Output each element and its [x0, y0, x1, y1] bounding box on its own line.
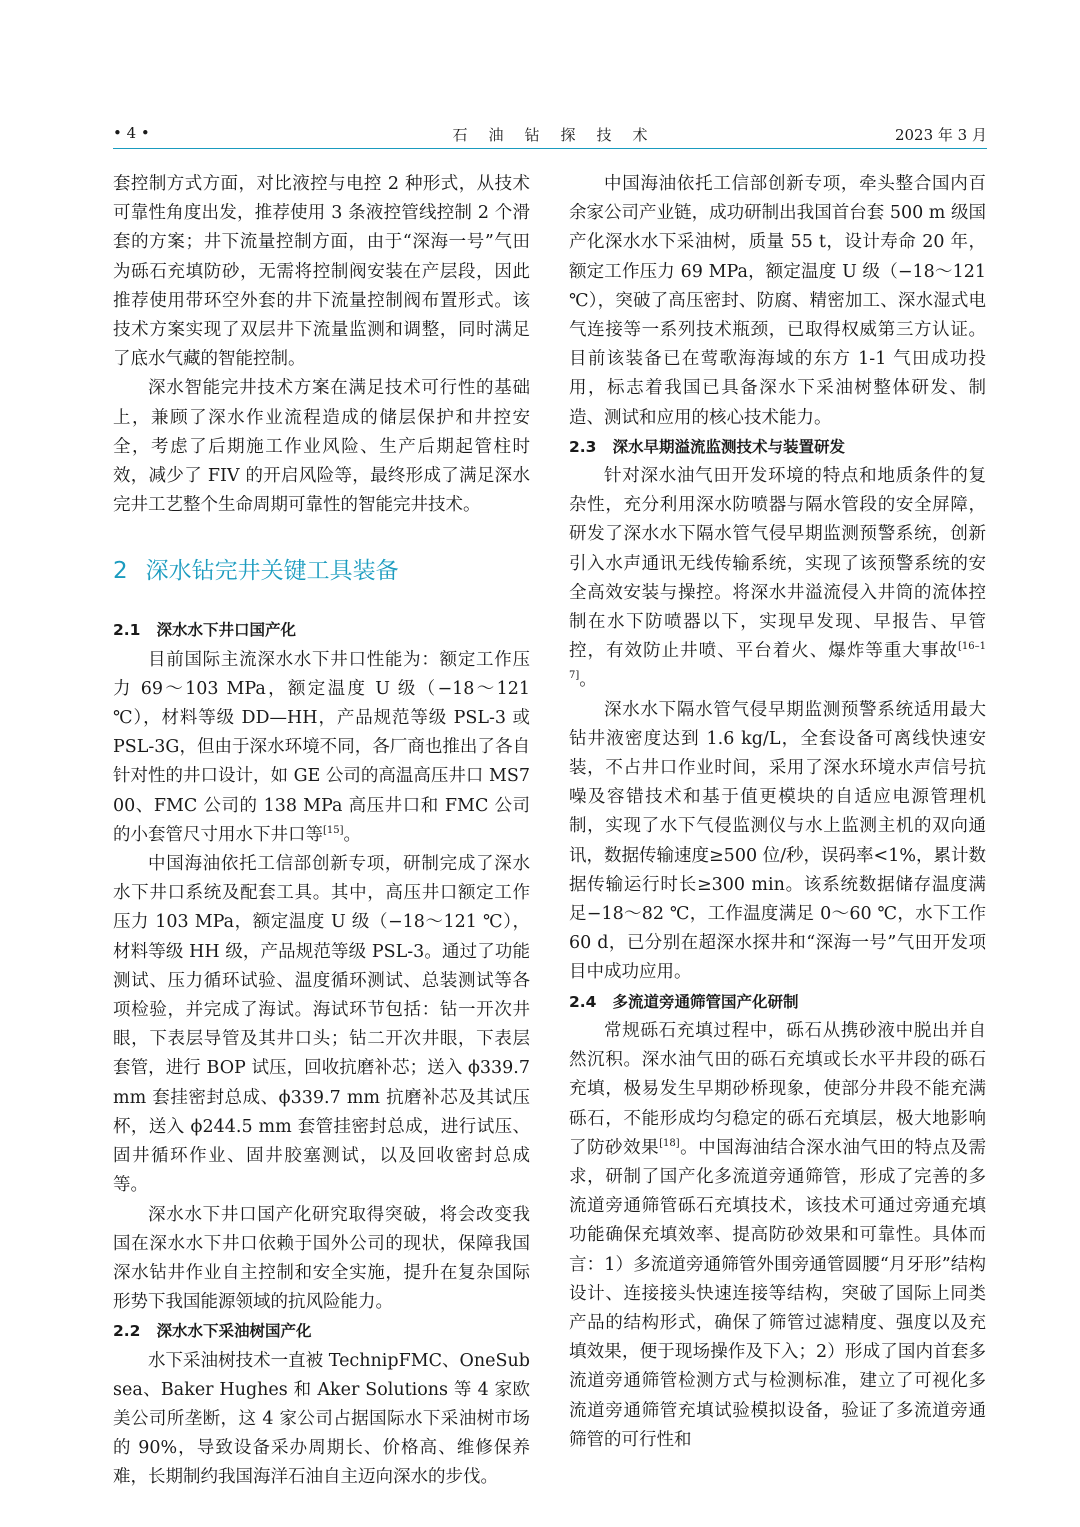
subsection-number: 2.2: [113, 1322, 141, 1341]
left-column: [113, 170, 530, 1493]
paragraph-text: 常规砾石充填过程中，砾石从携砂液中脱出并自然沉积。深水油气田的砾石充填或长水平井段的砾石充填，极易发生早期砂桥现象，使部分井段不能充满砾石，不能形成均匀稳定的砾石充填层，极大地影响了防砂效果: [569, 1020, 986, 1158]
paragraph: [113, 646, 530, 850]
paragraph: 深水水下井口国产化研究取得突破，将会改变我国在深水水下井口依赖于国外公司的现状，保障我国深水钻井作业自主控制和安全实施，提升在复杂国际形势下我国能源领域的抗风险能力。: [113, 1204, 530, 1313]
paragraph-end: 。: [343, 824, 362, 845]
citation: [16–17]: [569, 641, 986, 682]
subsection-number: 2.1: [113, 621, 141, 640]
subsection-heading: [569, 988, 986, 1017]
subsection-heading: [569, 433, 986, 462]
paragraph: 水下采油树技术一直被 TechnipFMC、OneSubsea、Baker Hughes 和 Aker Solutions 等 4 家欧美公司所垄断，这 4 家公司占据国际水下采油树市场的 90%，导致设备采办周期长、价格高、维修保养难，长期制约我国海洋石油自主迈向深水的步伐。: [113, 1350, 530, 1488]
paragraph: [569, 462, 986, 696]
section-number: 2: [113, 558, 128, 585]
subsection-title: 深水水下采油树国产化: [156, 1322, 312, 1341]
subsection-heading: [113, 1317, 530, 1346]
subsection-title: 深水早期溢流监测技术与装置研发: [612, 437, 845, 456]
paragraph: 中国海油依托工信部创新专项，牵头整合国内百余家公司产业链，成功研制出我国首台套 500 m 级国产化深水水下采油树，质量 55 t，设计寿命 20 年，额定工作压力 69 MPa，额定温度 U 级（−18～121 ℃），突破了高压密封、防腐、精密加工、深水湿式电气连接等一系列技术瓶颈，已取得权威第三方认证。目前该装备已在莺歌海海域的东方 1-1 气田成功投用，标志着我国已具备深水下采油树整体研发、制造、测试和应用的核心技术能力。: [569, 174, 986, 428]
paragraph: 套控制方式方面，对比液控与电控 2 种形式，从技术可靠性角度出发，推荐使用 3 条液控管线控制 2 个滑套的方案；井下流量控制方面，由于“深海一号”气田为砾石充填防砂，无需将控制阀安装在产层段，因此推荐使用带环空外套的井下流量控制阀布置形式。该技术方案实现了双层井下流量监测和调整，同时满足了底水气藏的智能控制。: [113, 174, 530, 370]
journal-title: 石油钻探技术: [452, 126, 669, 144]
subsection-number: 2.4: [569, 992, 597, 1011]
subsection-title: 多流道旁通筛管国产化研制: [612, 992, 799, 1011]
section-heading: [113, 556, 530, 586]
paragraph-end: 。: [579, 670, 597, 691]
paragraph-text: 目前国际主流深水水下井口性能为：额定工作压力 69～103 MPa，额定温度 U 级（−18～121 ℃），材料等级 DD—HH，产品规范等级 PSL-3 或 PSL-3G，但由于深水环境不同，各厂商也推出了各自针对性的井口设计，如 GE 公司的高温高压井口 MS700、FMC 公司的 138 MPa 高压井口和 FMC 公司的小套管尺寸用水下井口等: [113, 649, 530, 845]
running-header: [113, 124, 987, 149]
citation: [18]: [659, 1137, 680, 1149]
subsection-number: 2.3: [569, 437, 597, 456]
subsection-title: 深水水下井口国产化: [156, 621, 296, 640]
subsection-heading: [113, 616, 530, 645]
paragraph-end: 。中国海油结合深水油气田的特点及需求，研制了国产化多流道旁通筛管，形成了完善的多流道旁通筛管砾石充填技术，该技术可通过旁通充填功能确保充填效率、提高防砂效果和可靠性。具体而言：1）多流道旁通筛管外围旁通管圆腰“月牙形”结构设计、连接接头快速连接等结构，突破了国际上同类产品的结构形式，确保了筛管过滤精度、强度以及充填效果，便于现场操作及下入；2）形成了国内首套多流道旁通筛管检测方式与检测标准，建立了可视化多流道旁通筛管充填试验模拟设备，验证了多流道旁通筛管的可行性和: [569, 1137, 987, 1450]
paragraph-text: 针对深水油气田开发环境的特点和地质条件的复杂性，充分利用深水防喷器与隔水管段的安全屏障，研发了深水水下隔水管气侵早期监测预警系统，创新引入水声通讯无线传输系统，实现了该预警系统的安全高效安装与操控。将深水井溢流侵入井筒的流体控制在水下防喷器以下，实现早发现、早报告、早管控，有效防止井喷、平台着火、爆炸等重大事故: [569, 466, 986, 662]
paragraph: 深水水下隔水管气侵早期监测预警系统适用最大钻井液密度达到 1.6 kg/L，全套设备可离线快速安装，不占井口作业时间，采用了深水环境水声信号抗噪及容错技术和基于值更模块的自适应电源管理机制，实现了水下气侵监测仪与水上监测主机的双向通讯，数据传输速度≥500 位/秒，误码率<1%，累计数据传输运行时长≥300 min。该系统数据储存温度满足−18～82 ℃，工作温度满足 0～60 ℃，水下工作 60 d，已分别在超深水探井和“深海一号”气田开发项目中成功应用。: [569, 699, 986, 983]
issue-date: 2023 年 3 月: [894, 126, 987, 144]
page-number: • 4 •: [113, 124, 150, 142]
paragraph: 深水智能完井技术方案在满足技术可行性的基础上，兼顾了深水作业流程造成的储层保护和井控安全，考虑了后期施工作业风险、生产后期起管柱时效，减少了 FIV 的开启风险等，最终形成了满足深水完井工艺整个生命周期可靠性的智能完井技术。: [113, 378, 530, 516]
section-title: 深水钻完井关键工具装备: [145, 558, 399, 585]
citation: [15]: [323, 825, 344, 837]
paragraph: [569, 1017, 986, 1455]
right-column: [569, 170, 986, 1455]
paragraph: 中国海油依托工信部创新专项，研制完成了深水水下井口系统及配套工具。其中，高压井口额定工作压力 103 MPa，额定温度 U 级（−18～121 ℃），材料等级 HH 级，产品规范等级 PSL-3。通过了功能测试、压力循环试验、温度循环测试、总装测试等各项检验，并完成了海试。海试环节包括：钻一开次井眼，下表层导管及其井口头；钻二开次井眼，下表层套管，进行 BOP 试压，回收抗磨补芯；送入 ϕ339.7 mm 套挂密封总成、ϕ339.7 mm 抗磨补芯及其试压杯，送入 ϕ244.5 mm 套管挂密封总成，进行试压、固井循环作业、固井胶塞测试，以及回收密封总成等。: [113, 854, 530, 1196]
